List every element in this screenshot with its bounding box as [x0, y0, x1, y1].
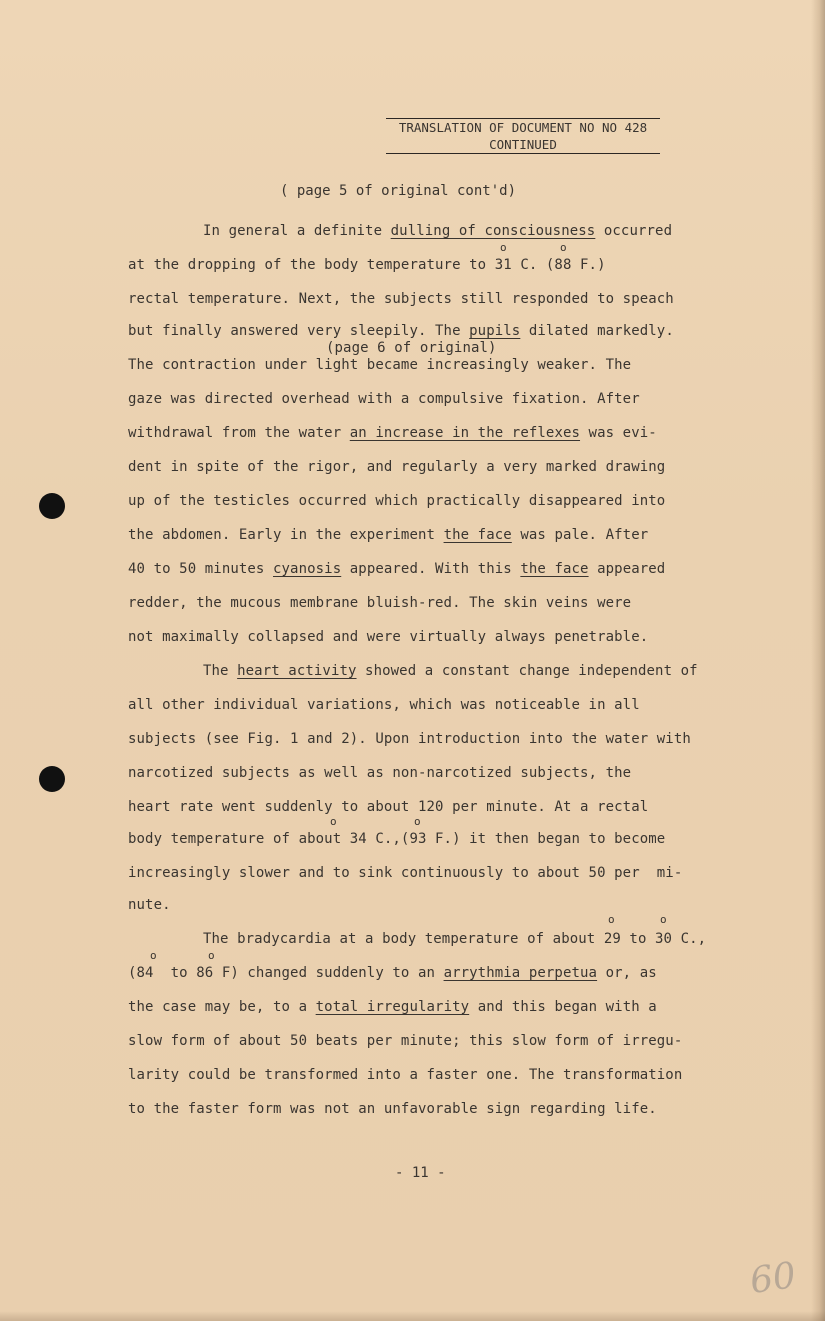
text-line: gaze was directed overhead with a compulsive fixation. After [128, 391, 640, 407]
text-line: the case may be, to a total irregularity and this began with a [128, 999, 657, 1015]
degree-mark: o [208, 949, 215, 962]
text-line: but finally answered very sleepily. The pupils dilated markedly. [128, 323, 674, 339]
text-line: not maximally collapsed and were virtually always penetrable. [128, 629, 649, 645]
page-edge-shadow [811, 0, 825, 1321]
degree-mark: o [150, 949, 157, 962]
degree-mark: o [608, 913, 615, 926]
text-line: nute. [128, 897, 171, 913]
handwritten-page-number: 60 [747, 1255, 799, 1302]
degree-mark: o [500, 241, 507, 254]
text-line: 40 to 50 minutes cyanosis appeared. With this the face appeared [128, 561, 666, 577]
text-line: slow form of about 50 beats per minute; this slow form of irregu- [128, 1033, 683, 1049]
text-line: body temperature of about 34 C.,(93 F.) it then began to become [128, 831, 666, 847]
degree-mark: o [560, 241, 567, 254]
header-title: TRANSLATION OF DOCUMENT NO NO 428 [398, 120, 648, 135]
text-line: The bradycardia at a body temperature of about 29 to 30 C., [203, 931, 707, 947]
text-line: increasingly slower and to sink continuously to about 50 per mi- [128, 865, 683, 881]
text-line: (84 to 86 F) changed suddenly to an arrythmia perpetua or, as [128, 965, 657, 981]
degree-mark: o [330, 815, 337, 828]
header-subtitle: CONTINUED [489, 137, 557, 152]
page-marker: (page 6 of original) [326, 340, 497, 356]
page-number: - 11 - [395, 1165, 446, 1181]
punch-hole-bottom [39, 766, 65, 792]
text-line: dent in spite of the rigor, and regularly a very marked drawing [128, 459, 666, 475]
text-line: The contraction under light became increasingly weaker. The [128, 357, 632, 373]
text-line: larity could be transformed into a faster one. The transformation [128, 1067, 683, 1083]
text-line: subjects (see Fig. 1 and 2). Upon introduction into the water with [128, 731, 691, 747]
text-line: the abdomen. Early in the experiment the face was pale. After [128, 527, 649, 543]
document-header [386, 118, 660, 154]
text-line: heart rate went suddenly to about 120 per minute. At a rectal [128, 799, 649, 815]
page-reference: ( page 5 of original cont'd) [280, 183, 517, 199]
header-bottom-rule [386, 153, 660, 154]
degree-mark: o [660, 913, 667, 926]
degree-mark: o [414, 815, 421, 828]
page-bottom-shadow [0, 1311, 825, 1321]
text-line: The heart activity showed a constant change independent of [203, 663, 698, 679]
text-line: withdrawal from the water an increase in the reflexes was evi- [128, 425, 657, 441]
text-line: all other individual variations, which was noticeable in all [128, 697, 640, 713]
punch-hole-top [39, 493, 65, 519]
text-line: at the dropping of the body temperature to 31 C. (88 F.) [128, 257, 606, 273]
text-line: up of the testicles occurred which practically disappeared into [128, 493, 666, 509]
text-line: redder, the mucous membrane bluish-red. The skin veins were [128, 595, 632, 611]
text-line: narcotized subjects as well as non-narcotized subjects, the [128, 765, 632, 781]
text-line: In general a definite dulling of consciousness occurred [203, 223, 673, 239]
text-line: rectal temperature. Next, the subjects still responded to speach [128, 291, 674, 307]
text-line: to the faster form was not an unfavorable sign regarding life. [128, 1101, 657, 1117]
